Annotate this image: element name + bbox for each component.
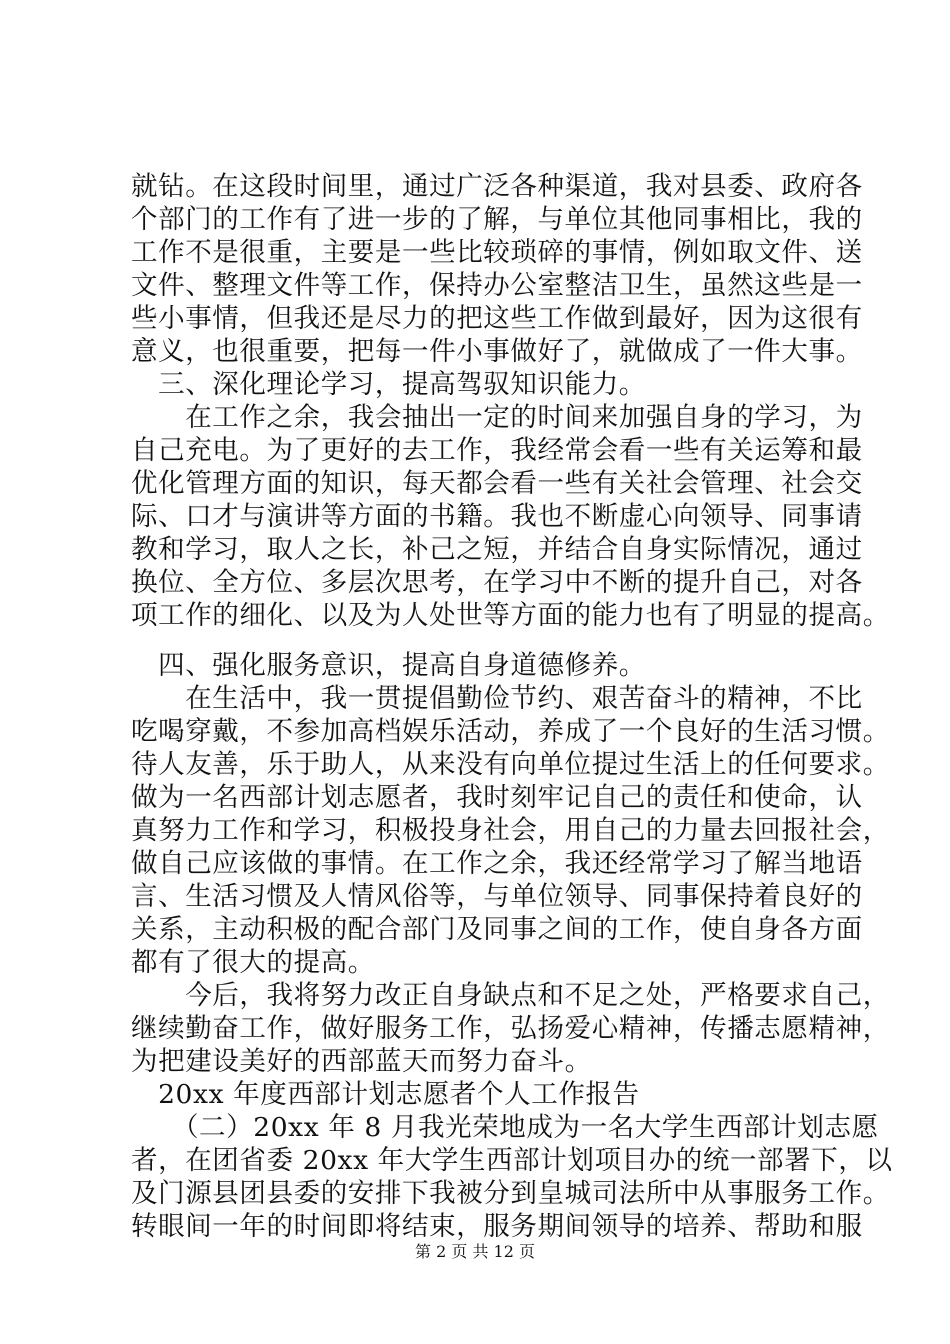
text-line: 做自己应该做的事情。在工作之余，我还经常学习了解当地语 bbox=[131, 848, 863, 879]
text-line: 就钻。在这段时间里，通过广泛各种渠道，我对县委、政府各 bbox=[131, 171, 863, 202]
text-line: 在生活中，我一贯提倡勤俭节约、艰苦奋斗的精神，不比 bbox=[131, 683, 863, 714]
page-number: 第 2 页 共 12 页 bbox=[415, 1242, 535, 1261]
text-line: 自己充电。为了更好的去工作，我经常会看一些有关运筹和最 bbox=[131, 435, 863, 466]
text-line: 待人友善，乐于助人，从来没有向单位提过生活上的任何要求。 bbox=[131, 749, 890, 780]
text-line: 言、生活习惯及人情风俗等，与单位领导、同事保持着良好的 bbox=[131, 881, 863, 912]
text-line: 者，在团省委 20xx 年大学生西部计划项目办的统一部署下，以 bbox=[131, 1145, 893, 1176]
text-line: 教和学习，取人之长，补己之短，并结合自身实际情况，通过 bbox=[131, 534, 863, 565]
text-line: 转眼间一年的时间即将结束，服务期间领导的培养、帮助和服 bbox=[131, 1211, 863, 1242]
text-line: 工作不是很重，主要是一些比较琐碎的事情，例如取文件、送 bbox=[131, 237, 863, 268]
text-line: 换位、全方位、多层次思考，在学习中不断的提升自己，对各 bbox=[131, 567, 863, 598]
text-line: 意义，也很重要，把每一件小事做好了，就做成了一件大事。 bbox=[131, 336, 863, 367]
report-title: 20xx 年度西部计划志愿者个人工作报告 bbox=[131, 1079, 640, 1110]
text-line: 都有了很大的提高。 bbox=[131, 947, 375, 978]
text-line: 优化管理方面的知识，每天都会看一些有关社会管理、社会交 bbox=[131, 468, 863, 499]
text-line: 在工作之余，我会抽出一定的时间来加强自身的学习，为 bbox=[131, 402, 863, 433]
text-line: 些小事情，但我还是尽力的把这些工作做到最好，因为这很有 bbox=[131, 303, 863, 334]
text-line: 真努力工作和学习，积极投身社会，用自己的力量去回报社会， bbox=[131, 815, 890, 846]
text-line: 继续勤奋工作，做好服务工作，弘扬爱心精神，传播志愿精神， bbox=[131, 1013, 890, 1044]
text-line: 关系，主动积极的配合部门及同事之间的工作，使自身各方面 bbox=[131, 914, 863, 945]
text-line: 今后，我将努力改正自身缺点和不足之处，严格要求自己， bbox=[131, 980, 890, 1011]
text-line: 做为一名西部计划志愿者，我时刻牢记自己的责任和使命，认 bbox=[131, 782, 863, 813]
text-line: 吃喝穿戴，不参加高档娱乐活动，养成了一个良好的生活习惯。 bbox=[131, 716, 890, 747]
text-line: 文件、整理文件等工作，保持办公室整洁卫生，虽然这些是一 bbox=[131, 270, 863, 301]
text-line: 及门源县团县委的安排下我被分到皇城司法所中从事服务工作。 bbox=[131, 1178, 890, 1209]
text-line: 项工作的细化、以及为人处世等方面的能力也有了明显的提高。 bbox=[131, 600, 890, 631]
text-line: 为把建设美好的西部蓝天而努力奋斗。 bbox=[131, 1046, 592, 1077]
text-line: （二）20xx 年 8 月我光荣地成为一名大学生西部计划志愿 bbox=[131, 1112, 879, 1143]
text-line: 际、口才与演讲等方面的书籍。我也不断虚心向领导、同事请 bbox=[131, 501, 863, 532]
section-heading: 四、强化服务意识，提高自身道德修养。 bbox=[131, 650, 646, 681]
section-heading: 三、深化理论学习，提高驾驭知识能力。 bbox=[131, 369, 646, 400]
text-line: 个部门的工作有了进一步的了解，与单位其他同事相比，我的 bbox=[131, 204, 863, 235]
